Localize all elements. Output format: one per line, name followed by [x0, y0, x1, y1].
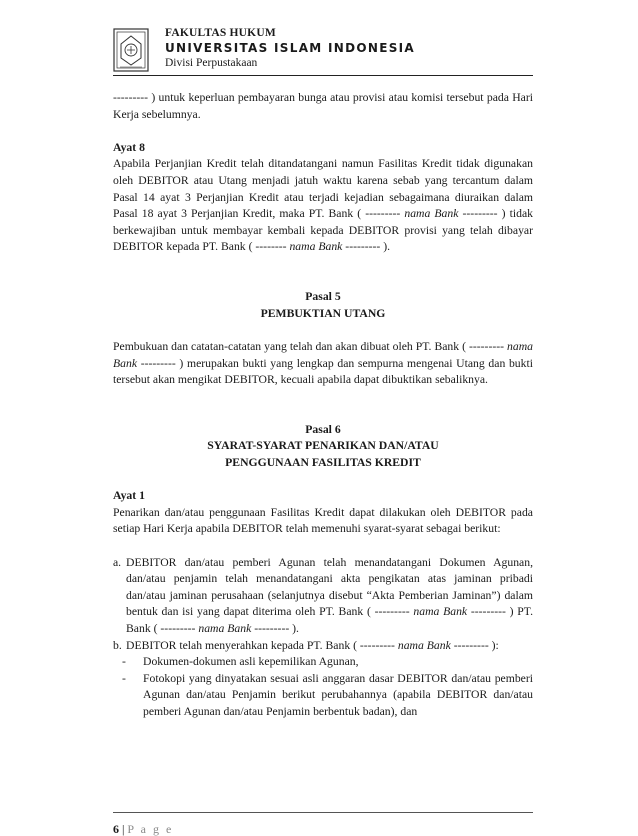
- university-logo-icon: [113, 28, 149, 72]
- page-number: 6 | P a g e: [113, 822, 174, 836]
- pasal6-title: Pasal 6: [305, 422, 341, 436]
- document-body: [113, 90, 533, 721]
- ayat1-heading: Ayat 1: [113, 489, 145, 503]
- pasal6-subtitle-1: SYARAT-SYARAT PENARIKAN DAN/ATAU: [207, 439, 439, 453]
- list-item-b: b. DEBITOR telah menyerahkan kepada PT. Bank ( --------- nama Bank --------- ):: [113, 638, 533, 655]
- ayat8-heading: Ayat 8: [113, 140, 145, 154]
- sub-list-item: - Dokumen-dokumen asli kepemilikan Agunan,: [113, 654, 533, 671]
- ayat1-paragraph: Penarikan dan/atau penggunaan Fasilitas Kredit dapat dilakukan oleh DEBITOR pada setiap Hari Kerja apabila DEBITOR telah memenuhi syarat-syarat sebagai berikut:: [113, 505, 533, 536]
- page-header: [113, 26, 533, 78]
- dash-marker: -: [122, 671, 126, 685]
- university-name: UNIVERSITAS ISLAM INDONESIA: [165, 41, 416, 55]
- ayat8-paragraph: Apabila Perjanjian Kredit telah ditandatangani namun Fasilitas Kredit tidak digunakan oleh DEBITOR atau Utang menjadi jatuh waktu karena sebab yang tercantum dalam Pasal 14 ayat 3 Perjanjian Kredit atau terjadi kejadian sebagaimana diuraikan dalam Pasal 18 ayat 3 Perjanjian Kredit, maka PT. Bank ( --------- nama Bank --------- ) tidak berkewajiban untuk membayar kembali kepada DEBITOR provisi yang telah dibayar DEBITOR kepada PT. Bank ( -------- nama Bank --------- ).: [113, 157, 533, 254]
- list-marker: b.: [113, 638, 122, 652]
- continued-paragraph: --------- ) untuk keperluan pembayaran bunga atau provisi atau komisi tersebut pada Hari Kerja sebelumnya.: [113, 91, 533, 121]
- pasal5-title: Pasal 5: [305, 290, 341, 304]
- footer-divider: [113, 812, 533, 813]
- list-marker: a.: [113, 555, 122, 569]
- pasal5-paragraph: Pembukuan dan catatan-catatan yang telah dan akan dibuat oleh PT. Bank ( --------- nama Bank --------- ) merupakan bukti yang lengkap dan sempurna mengenai Utang dan bukti tersebut akan mengikat DEBITOR, kecuali apabila dapat dibuktikan sebaliknya.: [113, 339, 533, 387]
- faculty-name: FAKULTAS HUKUM: [165, 27, 276, 39]
- header-divider: [113, 75, 533, 76]
- list-item-a: a. DEBITOR dan/atau pemberi Agunan telah menandatangani Dokumen Agunan, dan/atau penjamin telah menandatangani akta pengikatan atas jaminan pribadi dan/atau jaminan perusahaan (selanjutnya disebut “Akta Pemberian Jaminan”) dalam bentuk dan isi yang dapat diterima oleh PT. Bank ( --------- nama Bank --------- ) PT. Bank ( --------- nama Bank --------- ).: [113, 555, 533, 635]
- sub-list-item: - Fotokopi yang dinyatakan sesuai asli anggaran dasar DEBITOR dan/atau pemberi Agunan dan/atau Penjamin berikut perubahannya (apabila DEBITOR dan/atau pemberi Agunan dan/atau Penjamin berbentuk badan), dan: [122, 671, 533, 718]
- pasal6-subtitle-2: PENGGUNAAN FASILITAS KREDIT: [225, 456, 421, 470]
- dash-marker: -: [122, 655, 126, 669]
- division-name: Divisi Perpustakaan: [165, 57, 258, 69]
- pasal5-subtitle: PEMBUKTIAN UTANG: [260, 306, 386, 320]
